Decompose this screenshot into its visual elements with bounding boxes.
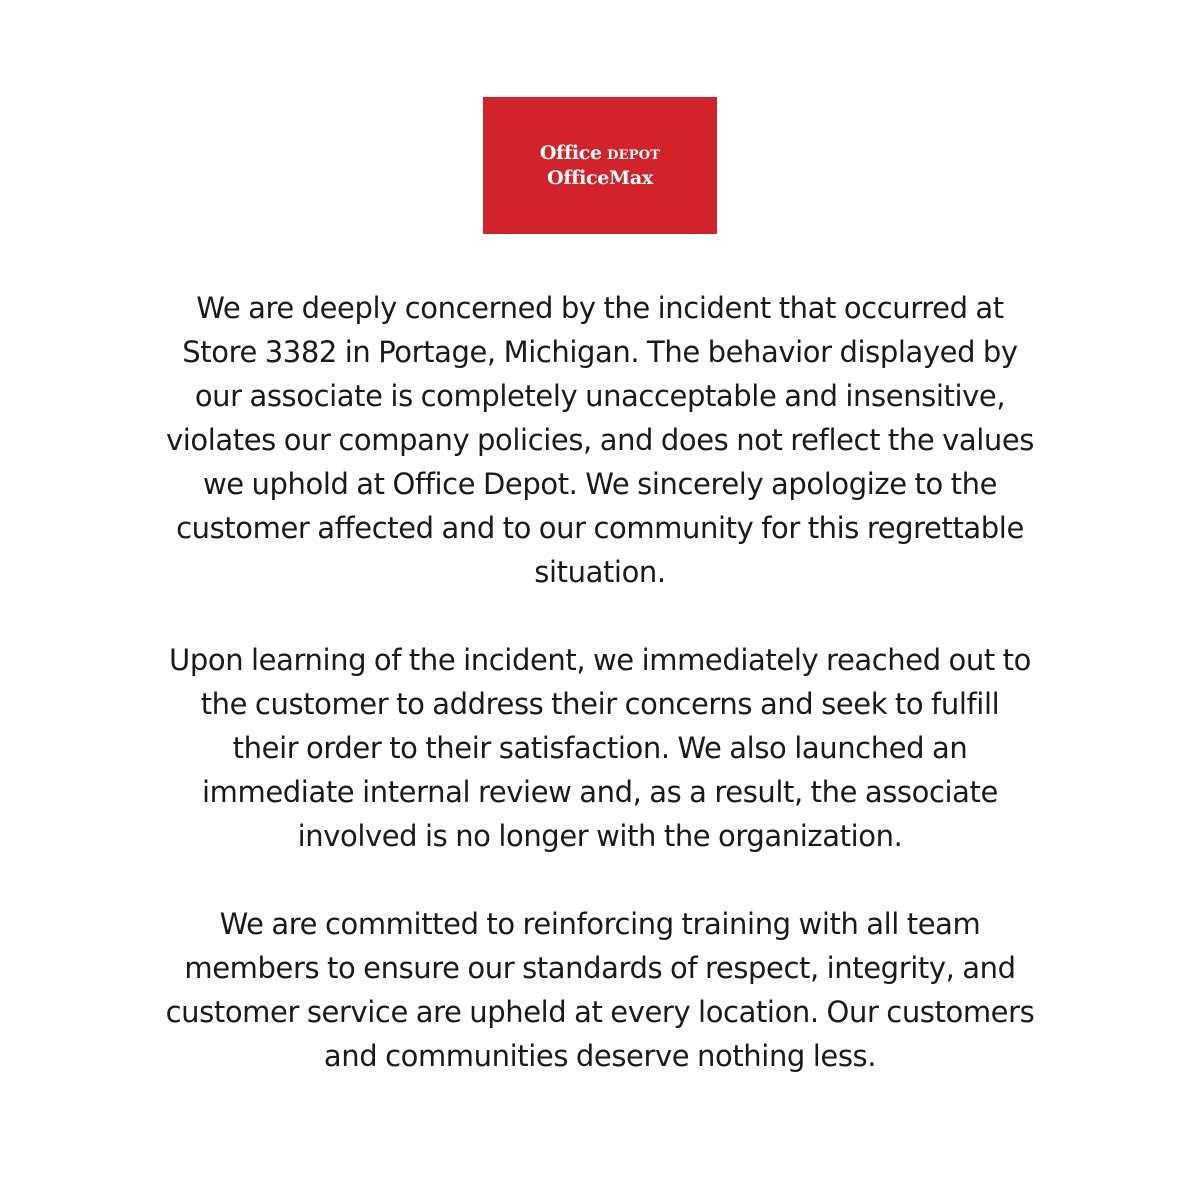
logo-line-office-depot [540,142,660,167]
statement-line: immediate internal review and, as a result, the associate [202,775,998,809]
statement-line: involved is no longer with the organization. [297,819,903,853]
logo-word-depot: DEPOT [607,148,661,163]
statement-line: their order to their satisfaction. We also launched an [232,731,968,765]
statement-line: customer service are upheld at every location. Our customers [165,995,1035,1029]
statement-line: Store 3382 in Portage, Michigan. The behavior displayed by [182,335,1018,369]
statement-line: we uphold at Office Depot. We sincerely apologize to the [202,467,998,501]
statement-paragraph-2 [100,638,1100,858]
statement-line: members to ensure our standards of respect, integrity, and [184,951,1016,985]
statement-paragraph-1 [100,286,1100,594]
statement-line: customer affected and to our community for this regrettable [176,511,1024,545]
statement-line: We are deeply concerned by the incident that occurred at [196,291,1004,325]
logo-word-office: Office [539,142,602,164]
logo-line-officemax: OfficeMax [547,167,653,189]
statement-body [100,286,1100,1122]
statement-paragraph-3 [100,902,1100,1078]
statement-line: our associate is completely unacceptable and insensitive, [194,379,1006,413]
office-depot-officemax-logo [483,97,717,234]
statement-line: situation. [534,555,666,589]
statement-line: and communities deserve nothing less. [323,1039,877,1073]
statement-line: violates our company policies, and does not reflect the values [165,423,1035,457]
statement-line: We are committed to reinforcing training with all team [219,907,981,941]
statement-line: Upon learning of the incident, we immediately reached out to [169,643,1031,677]
statement-line: the customer to address their concerns and seek to fulfill [200,687,1000,721]
